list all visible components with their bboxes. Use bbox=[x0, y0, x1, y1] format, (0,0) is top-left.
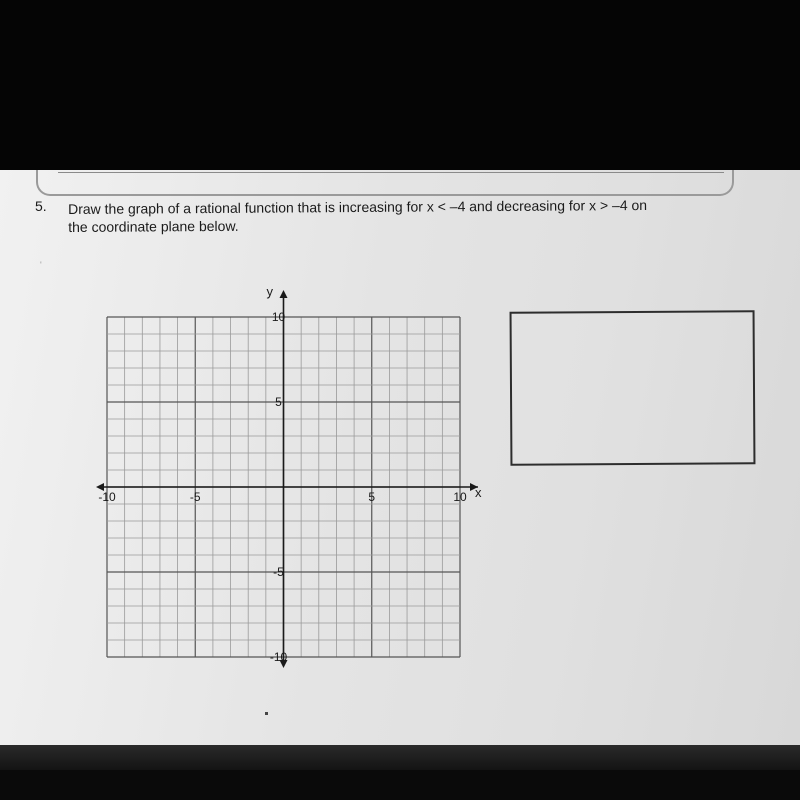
y-tick-label: 5 bbox=[275, 395, 282, 409]
answer-box[interactable] bbox=[510, 310, 756, 465]
y-axis-label: y bbox=[266, 284, 273, 299]
x-tick-label: -5 bbox=[189, 490, 201, 504]
y-tick-label: 10 bbox=[271, 310, 286, 324]
y-axis-arrow-up bbox=[280, 290, 288, 298]
background-top bbox=[0, 0, 800, 170]
stray-mark: ' bbox=[40, 260, 42, 270]
question-text-line-1: Draw the graph of a rational function that is increasing for x < –4 and decreasing for x > –4 on bbox=[68, 196, 648, 217]
y-tick-label: -10 bbox=[269, 650, 288, 664]
y-tick-label: -5 bbox=[273, 565, 284, 579]
question-number: 5. bbox=[35, 198, 47, 214]
x-tick-label: 10 bbox=[453, 490, 467, 504]
question-text-line-2: the coordinate plane below. bbox=[68, 217, 239, 235]
background-bottom bbox=[0, 770, 800, 800]
x-tick-label: -10 bbox=[98, 490, 116, 504]
monitor-bezel bbox=[0, 745, 800, 773]
cursor-dot bbox=[265, 712, 268, 715]
worksheet-screen bbox=[0, 170, 800, 748]
x-axis-label: x bbox=[475, 485, 482, 500]
x-tick-label: 5 bbox=[368, 490, 376, 504]
